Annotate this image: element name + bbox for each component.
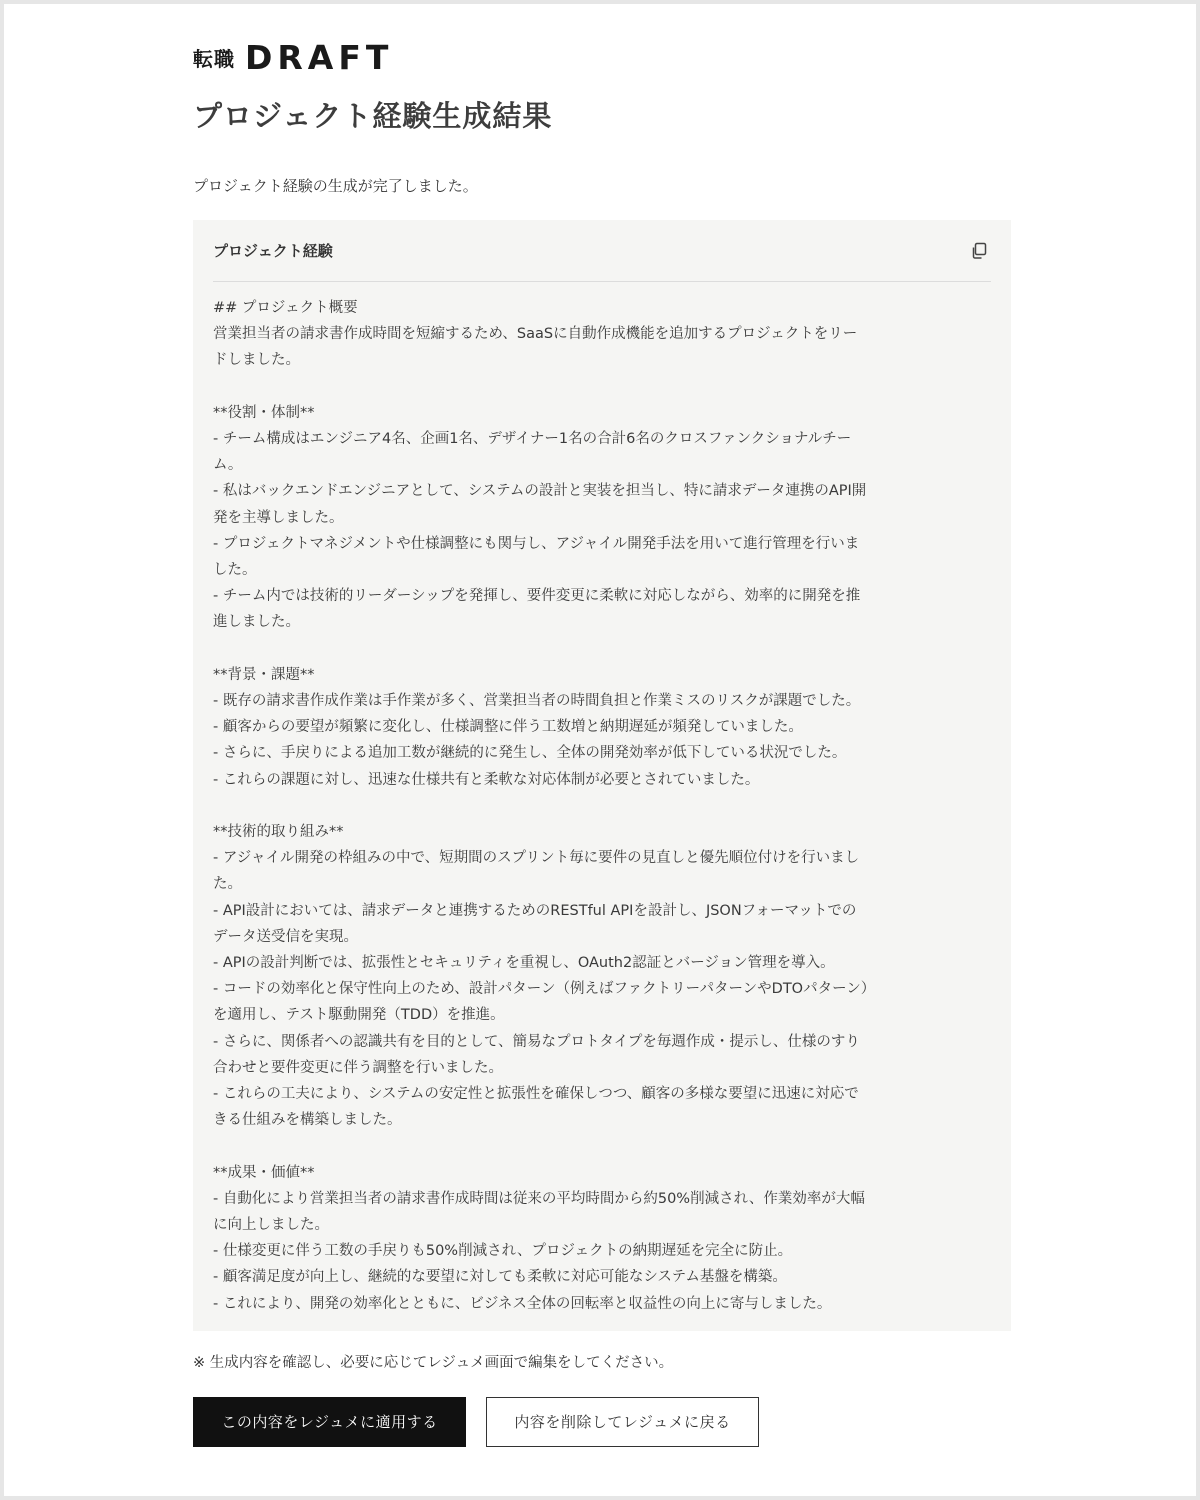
apply-to-resume-button[interactable]: この内容をレジュメに適用する xyxy=(193,1397,466,1447)
copy-icon[interactable] xyxy=(967,239,991,263)
project-experience-card xyxy=(193,220,1011,1331)
card-body-line: **技術的取り組み** xyxy=(213,824,344,841)
card-body-line: **成果・価値** xyxy=(213,1164,315,1181)
card-body-line: データ送受信を実現。 xyxy=(213,928,358,945)
card-body-line xyxy=(213,636,991,662)
card-body-line: - 顧客満足度が向上し、継続的な要望に対しても柔軟に対応可能なシステム基盤を構築。 xyxy=(213,1269,787,1286)
card-body-line: - アジャイル開発の枠組みの中で、短期間のスプリント毎に要件の見直しと優先順位付けを行いまし xyxy=(213,850,860,867)
card-body-line: に向上しました。 xyxy=(213,1217,329,1234)
card-body-line: ドしました。 xyxy=(213,352,300,369)
card-body-line: 進しました。 xyxy=(213,614,300,631)
card-body-line: を適用し、テスト駆動開発（TDD）を推進。 xyxy=(213,1007,505,1024)
card-body-line xyxy=(213,1133,991,1159)
card-body-line: **役割・体制** xyxy=(213,404,315,421)
card-body-line: きる仕組みを構築しました。 xyxy=(213,1112,402,1129)
card-body-line: た。 xyxy=(213,876,242,893)
card-body-text xyxy=(213,282,991,1317)
action-buttons xyxy=(193,1397,1011,1447)
logo-jp-text: 転職 xyxy=(193,46,235,71)
delete-and-return-button[interactable]: 内容を削除してレジュメに戻る xyxy=(486,1397,759,1447)
logo-en-text: DRAFT xyxy=(245,37,394,77)
card-body-line: - 自動化により営業担当者の請求書作成時間は従来の平均時間から約50%削減され、作業効率が大幅 xyxy=(213,1190,865,1207)
card-body-line: - プロジェクトマネジメントや仕様調整にも関与し、アジャイル開発手法を用いて進行管理を行いま xyxy=(213,535,860,552)
completion-message: プロジェクト経験の生成が完了しました。 xyxy=(193,177,478,195)
card-body-line: した。 xyxy=(213,562,257,579)
card-body-line: - 仕様変更に伴う工数の手戻りも50%削減され、プロジェクトの納期遅延を完全に防止。 xyxy=(213,1243,793,1260)
card-body-line: **背景・課題** xyxy=(213,666,315,683)
logo xyxy=(193,34,1011,80)
card-body-line: 合わせと要件変更に伴う調整を行いました。 xyxy=(213,1059,503,1076)
card-body-line: - チーム内では技術的リーダーシップを発揮し、要件変更に柔軟に対応しながら、効率的に開発を推 xyxy=(213,588,861,605)
card-body-line: - これにより、開発の効率化とともに、ビジネス全体の回転率と収益性の向上に寄与しました。 xyxy=(213,1295,832,1312)
card-body-line: - APIの設計判断では、拡張性とセキュリティを重視し、OAuth2認証とバージョン管理を導入。 xyxy=(213,955,835,972)
card-body-line: 発を主導しました。 xyxy=(213,509,344,526)
card-body-line xyxy=(213,374,991,400)
card-body-line: - チーム構成はエンジニア4名、企画1名、デザイナー1名の合計6名のクロスファンクショナルチー xyxy=(213,431,852,447)
card-body-line: - 顧客からの要望が頻繁に変化し、仕様調整に伴う工数増と納期遅延が頻発していました。 xyxy=(213,719,803,736)
card-body-line: - コードの効率化と保守性向上のため、設計パターン（例えばファクトリーパターンやDTOパターン） xyxy=(213,981,876,998)
card-body-line: - これらの課題に対し、迅速な仕様共有と柔軟な対応体制が必要とされていました。 xyxy=(213,771,760,788)
card-body-line: - 私はバックエンドエンジニアとして、システムの設計と実装を担当し、特に請求データ連携のAPI開 xyxy=(213,483,867,500)
card-body-line: ## プロジェクト概要 xyxy=(213,300,358,316)
card-body-line: - これらの工夫により、システムの安定性と拡張性を確保しつつ、顧客の多様な要望に迅速に対応で xyxy=(213,1086,859,1103)
page-title: プロジェクト経験生成結果 xyxy=(193,99,553,133)
card-title: プロジェクト経験 xyxy=(213,242,333,260)
main-content xyxy=(193,34,1011,1447)
card-body-line: ム。 xyxy=(213,457,243,474)
card-body-line: - さらに、手戻りによる追加工数が継続的に発生し、全体の開発効率が低下している状況でした。 xyxy=(213,745,847,762)
edit-note: ※ 生成内容を確認し、必要に応じてレジュメ画面で編集をしてください。 xyxy=(193,1354,674,1371)
card-header xyxy=(213,220,991,282)
card-body-line: 営業担当者の請求書作成時間を短縮するため、SaaSに自動作成機能を追加するプロジェクトをリー xyxy=(213,326,858,343)
card-body-line: - API設計においては、請求データと連携するためのRESTful APIを設計し、JSONフォーマットでの xyxy=(213,902,857,919)
card-body-line: - さらに、関係者への認識共有を目的として、簡易なプロトタイプを毎週作成・提示し、仕様のすり xyxy=(213,1033,860,1050)
card-body-line: - 既存の請求書作成作業は手作業が多く、営業担当者の時間負担と作業ミスのリスクが課題でした。 xyxy=(213,693,861,710)
card-body-line xyxy=(213,793,991,819)
